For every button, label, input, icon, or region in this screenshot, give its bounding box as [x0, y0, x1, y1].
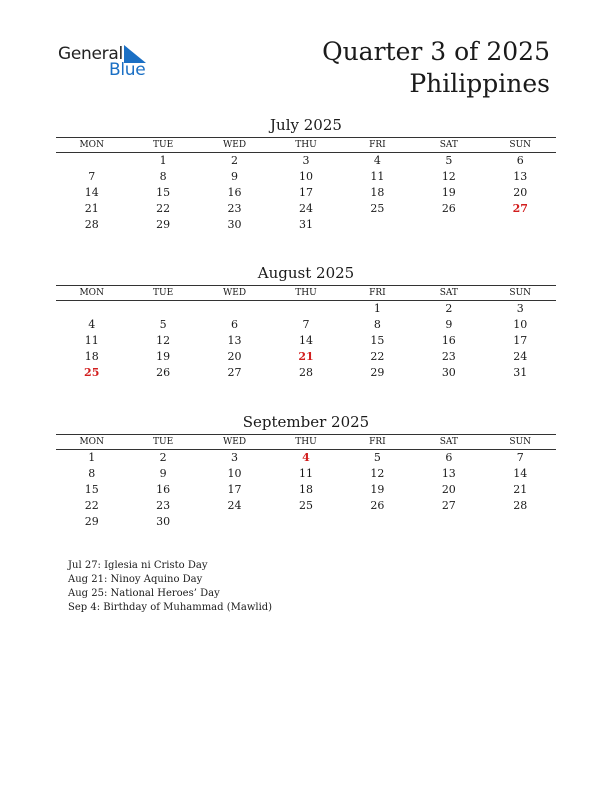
day-cell: 1	[373, 302, 381, 315]
day-cell: 11	[298, 467, 313, 480]
day-cell: 5	[373, 451, 381, 464]
weekday-label: SAT	[439, 288, 458, 298]
day-cell: 3	[302, 154, 310, 167]
day-cell: 10	[513, 318, 528, 331]
day-cell: 9	[231, 170, 239, 183]
month-title: July 2025	[270, 116, 342, 134]
week-row	[56, 498, 556, 514]
generalblue-logo	[58, 44, 158, 84]
day-cell	[485, 217, 556, 233]
day-cell: 10	[227, 467, 242, 480]
day-cell: 14	[84, 186, 99, 199]
day-cell: 6	[516, 154, 524, 167]
week-row	[56, 333, 556, 349]
weekday-label: SUN	[509, 288, 532, 298]
holiday-day-cell: 21	[298, 350, 314, 363]
day-cell: 29	[84, 515, 99, 528]
day-cell: 27	[227, 366, 242, 379]
week-row	[56, 349, 556, 365]
holiday-note: Sep 4: Birthday of Muhammad (Mawlid)	[68, 602, 273, 613]
week-row	[56, 185, 556, 201]
day-cell: 9	[159, 467, 167, 480]
holiday-day-cell: 27	[512, 202, 528, 215]
day-cell: 24	[227, 499, 242, 512]
month-calendar-july	[56, 115, 556, 233]
day-cell: 16	[441, 334, 456, 347]
day-cell: 7	[88, 170, 96, 183]
weekday-label: MON	[79, 437, 104, 447]
week-row	[56, 153, 556, 169]
day-cell	[342, 514, 413, 530]
weekday-label: TUE	[153, 288, 174, 298]
day-cell: 5	[159, 318, 167, 331]
day-cell: 17	[513, 334, 528, 347]
week-row	[56, 466, 556, 482]
day-cell: 20	[227, 350, 242, 363]
day-cell: 11	[370, 170, 385, 183]
day-cell: 8	[159, 170, 167, 183]
day-cell: 24	[298, 202, 313, 215]
day-cell: 15	[156, 186, 171, 199]
month-calendar-september	[56, 412, 556, 530]
holiday-notes	[68, 559, 272, 615]
weekday-label: SUN	[509, 437, 532, 447]
day-cell: 12	[156, 334, 171, 347]
holiday-day-cell: 25	[84, 366, 100, 379]
weekday-label: THU	[295, 288, 317, 298]
day-cell	[270, 514, 341, 530]
day-cell: 8	[373, 318, 381, 331]
day-cell: 27	[441, 499, 456, 512]
day-cell: 6	[231, 318, 239, 331]
day-cell: 18	[298, 483, 313, 496]
day-cell: 10	[298, 170, 313, 183]
day-cell: 12	[370, 467, 385, 480]
day-cell: 12	[441, 170, 456, 183]
weekday-label: WED	[223, 288, 247, 298]
quarter-title: Quarter 3 of 2025	[322, 37, 550, 66]
day-cell: 11	[84, 334, 99, 347]
day-cell: 20	[441, 483, 456, 496]
day-cell: 28	[298, 366, 313, 379]
day-cell	[413, 217, 484, 233]
day-cell: 15	[370, 334, 385, 347]
day-cell: 3	[516, 302, 524, 315]
day-cell: 2	[159, 451, 167, 464]
weekday-header-row	[56, 285, 556, 301]
day-cell: 3	[231, 451, 239, 464]
day-cell: 19	[156, 350, 171, 363]
month-calendar-august	[56, 263, 556, 381]
week-row	[56, 514, 556, 530]
day-cell	[56, 301, 127, 317]
weekday-label: THU	[295, 140, 317, 150]
day-cell: 26	[156, 366, 171, 379]
week-row	[56, 482, 556, 498]
day-cell: 4	[88, 318, 96, 331]
holiday-note: Aug 25: National Heroes’ Day	[68, 588, 220, 599]
weekday-label: TUE	[153, 140, 174, 150]
day-cell: 2	[445, 302, 453, 315]
weekday-label: TUE	[153, 437, 174, 447]
week-row	[56, 169, 556, 185]
month-title: August 2025	[257, 264, 355, 282]
holiday-day-cell: 4	[302, 451, 310, 464]
weekday-label: FRI	[369, 288, 386, 298]
day-cell: 26	[441, 202, 456, 215]
day-cell: 24	[513, 350, 528, 363]
weekday-label: FRI	[369, 437, 386, 447]
week-row	[56, 365, 556, 381]
week-row	[56, 201, 556, 217]
day-cell: 23	[227, 202, 242, 215]
day-cell: 18	[84, 350, 99, 363]
day-cell	[56, 153, 127, 169]
day-cell	[342, 217, 413, 233]
week-row	[56, 317, 556, 333]
day-cell	[199, 514, 270, 530]
weekday-label: MON	[79, 140, 104, 150]
day-cell	[413, 514, 484, 530]
day-cell: 21	[84, 202, 99, 215]
day-cell: 30	[441, 366, 456, 379]
weekday-header-row	[56, 137, 556, 153]
day-cell	[485, 514, 556, 530]
day-cell: 29	[370, 366, 385, 379]
day-cell: 13	[227, 334, 242, 347]
day-cell: 28	[513, 499, 528, 512]
day-cell: 15	[84, 483, 99, 496]
week-row	[56, 217, 556, 233]
day-cell	[127, 301, 198, 317]
day-cell: 18	[370, 186, 385, 199]
day-cell: 16	[227, 186, 242, 199]
day-cell: 28	[84, 218, 99, 231]
day-cell: 14	[298, 334, 313, 347]
day-cell: 5	[445, 154, 453, 167]
weekday-label: WED	[223, 140, 247, 150]
weekday-label: SAT	[439, 140, 458, 150]
day-cell: 2	[231, 154, 239, 167]
day-cell: 22	[84, 499, 99, 512]
country-title: Philippines	[409, 69, 550, 98]
day-cell: 19	[370, 483, 385, 496]
day-cell: 6	[445, 451, 453, 464]
day-cell: 8	[88, 467, 96, 480]
day-cell: 25	[298, 499, 313, 512]
day-cell	[270, 301, 341, 317]
week-row	[56, 301, 556, 317]
day-cell: 29	[156, 218, 171, 231]
week-row	[56, 450, 556, 466]
weekday-label: MON	[79, 288, 104, 298]
weekday-header-row	[56, 434, 556, 450]
day-cell: 9	[445, 318, 453, 331]
day-cell: 23	[441, 350, 456, 363]
day-cell: 1	[88, 451, 96, 464]
weekday-label: SAT	[439, 437, 458, 447]
day-cell: 13	[513, 170, 528, 183]
logo-general-text: General	[58, 44, 123, 64]
day-cell: 21	[513, 483, 528, 496]
day-cell	[199, 301, 270, 317]
month-title: September 2025	[242, 413, 370, 431]
weekday-label: THU	[295, 437, 317, 447]
day-cell: 17	[227, 483, 242, 496]
day-cell: 22	[156, 202, 171, 215]
day-cell: 16	[156, 483, 171, 496]
day-cell: 7	[302, 318, 310, 331]
logo-blue-text: Blue	[109, 60, 146, 80]
day-cell: 25	[370, 202, 385, 215]
day-cell: 1	[159, 154, 167, 167]
weekday-label: FRI	[369, 140, 386, 150]
day-cell: 7	[516, 451, 524, 464]
day-cell: 22	[370, 350, 385, 363]
day-cell: 20	[513, 186, 528, 199]
day-cell: 17	[298, 186, 313, 199]
day-cell: 31	[298, 218, 313, 231]
day-cell: 30	[227, 218, 242, 231]
day-cell: 14	[513, 467, 528, 480]
day-cell: 30	[156, 515, 171, 528]
header-title-block	[322, 36, 550, 100]
day-cell: 23	[156, 499, 171, 512]
day-cell: 4	[373, 154, 381, 167]
weekday-label: SUN	[509, 140, 532, 150]
day-cell: 13	[441, 467, 456, 480]
day-cell: 26	[370, 499, 385, 512]
holiday-note: Aug 21: Ninoy Aquino Day	[68, 574, 203, 585]
day-cell: 31	[513, 366, 528, 379]
holiday-note: Jul 27: Iglesia ni Cristo Day	[68, 560, 208, 571]
day-cell: 19	[441, 186, 456, 199]
weekday-label: WED	[223, 437, 247, 447]
